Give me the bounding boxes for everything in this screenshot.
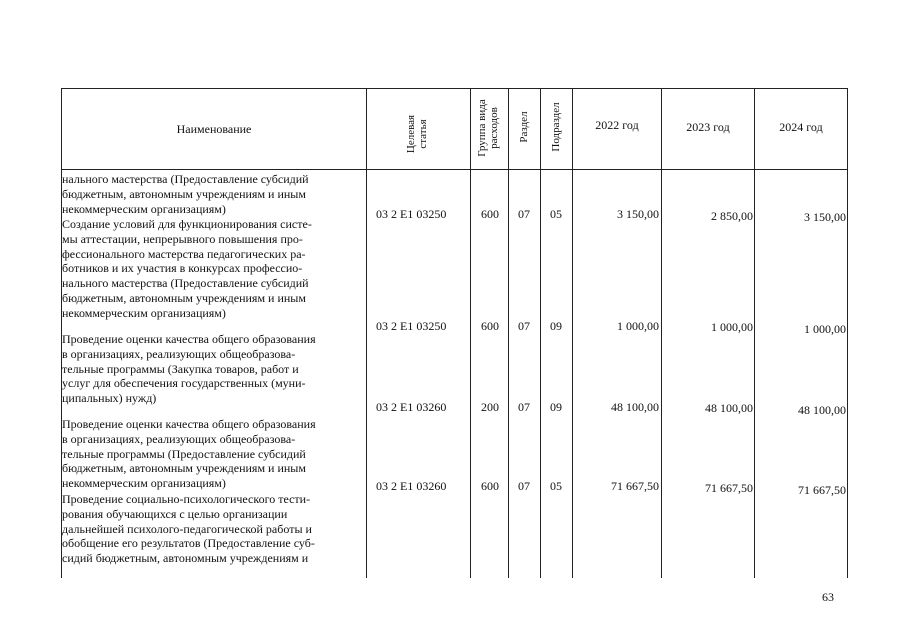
row-section: 07 — [518, 479, 530, 493]
row-name: Проведение оценки качества общего образования в организациях, реализующих общеобразова- тельные программы (Закупка товаров, работ и услуг для обеспечения государственных (муни- ципальных) нужд) — [62, 332, 316, 406]
row-group: 600 — [481, 207, 499, 221]
row-group: 600 — [481, 319, 499, 333]
header-group: Группа вида расходов — [476, 99, 500, 157]
row-target: 03 2 Е1 03260 — [376, 400, 447, 414]
col-border — [470, 88, 471, 578]
row-name: Проведение оценки качества общего образования в организациях, реализующих общеобразова- тельные программы (Предоставление субсидий бюджетным, автономным учреждениям и иным некоммерческим организациям) — [62, 417, 316, 491]
row-value-2023: 48 100,00 — [705, 401, 753, 415]
row-subsection: 05 — [550, 479, 562, 493]
row-value-2023: 2 850,00 — [711, 209, 753, 223]
row-subsection: 05 — [550, 207, 562, 221]
row-subsection: 09 — [550, 319, 562, 333]
row-value-2024: 71 667,50 — [798, 483, 846, 497]
row-subsection: 09 — [550, 400, 562, 414]
header-2022: 2022 год — [595, 117, 639, 132]
header-subsection: Подраздел — [550, 102, 562, 152]
row-section: 07 — [518, 207, 530, 221]
header-section: Раздел — [518, 111, 530, 143]
header-bottom-border — [61, 169, 848, 170]
col-border — [572, 88, 573, 578]
col-border — [847, 88, 848, 578]
row-value-2022: 48 100,00 — [611, 400, 659, 414]
row-target: 03 2 Е1 03250 — [376, 319, 447, 333]
row-group: 600 — [481, 479, 499, 493]
header-target: Целевая статья — [405, 114, 429, 154]
row-name: нального мастерства (Предоставление субсидий бюджетным, автономным учреждениям и иным некоммерческим организациям) — [62, 172, 309, 216]
row-value-2024: 1 000,00 — [804, 322, 846, 336]
header-2024: 2024 год — [779, 119, 823, 134]
row-section: 07 — [518, 400, 530, 414]
header-2023: 2023 год — [686, 119, 730, 134]
header-name: Наименование — [176, 121, 252, 136]
row-value-2022: 1 000,00 — [617, 319, 659, 333]
row-name: Создание условий для функционирования систе- мы аттестации, непрерывного повышения про- фессионального мастерства педагогических ра- ботников и их участия в конкурсах профессио- нального мастерства (Предоставление субсидий бюджетным, автономным учреждениям и иным некоммерческим организациям) — [62, 217, 312, 320]
row-value-2024: 48 100,00 — [798, 403, 846, 417]
page-number: 63 — [822, 590, 834, 604]
row-value-2022: 71 667,50 — [611, 479, 659, 493]
row-value-2023: 1 000,00 — [711, 320, 753, 334]
row-target: 03 2 Е1 03260 — [376, 479, 447, 493]
col-border — [540, 88, 541, 578]
row-target: 03 2 Е1 03250 — [376, 207, 447, 221]
col-border — [366, 88, 367, 578]
row-value-2023: 71 667,50 — [705, 481, 753, 495]
col-border — [508, 88, 509, 578]
row-section: 07 — [518, 319, 530, 333]
row-value-2022: 3 150,00 — [617, 207, 659, 221]
row-value-2024: 3 150,00 — [804, 210, 846, 224]
row-group: 200 — [481, 400, 499, 414]
row-name: Проведение социально-психологического тести- рования обучающихся с целью организации дальнейшей психолого-педагогической работы и обобщение его результатов (Предоставление суб- сидий бюджетным, автономным учреждениям и — [62, 492, 315, 566]
